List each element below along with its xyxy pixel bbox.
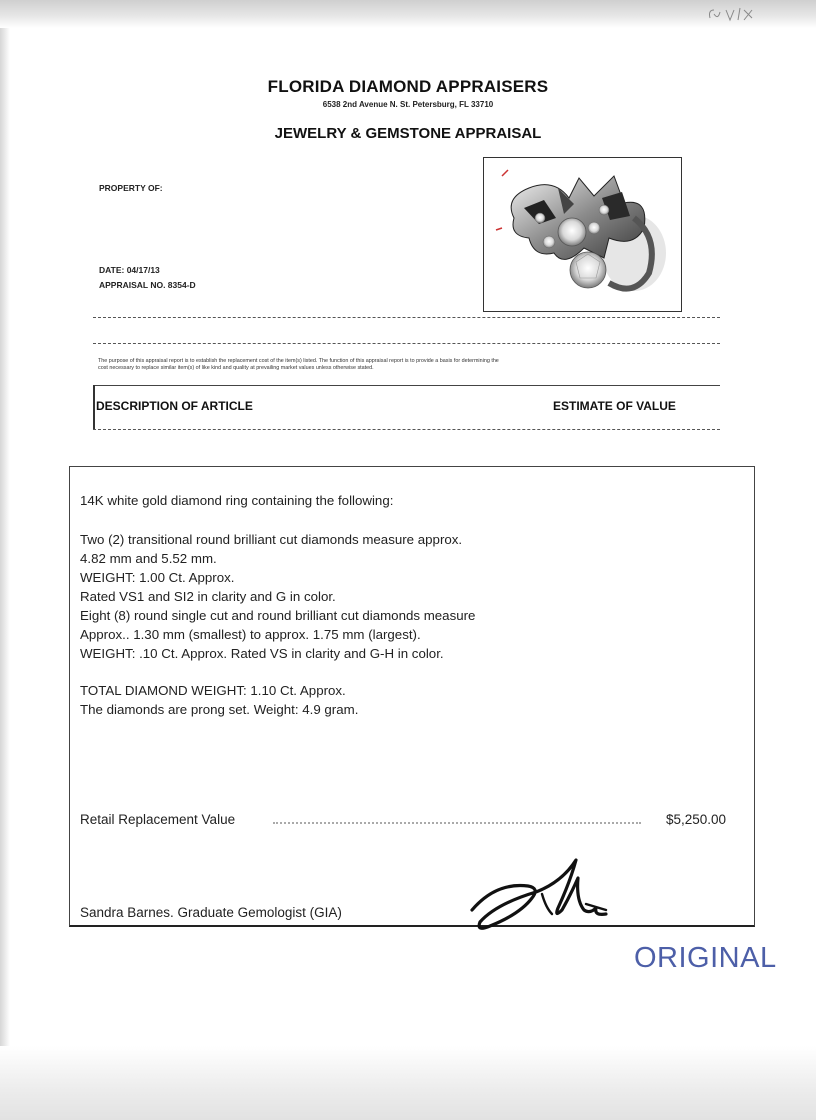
- description-line: Rated VS1 and SI2 in clarity and G in color.: [80, 589, 336, 604]
- dot-leader: [273, 822, 641, 826]
- company-address: 6538 2nd Avenue N. St. Petersburg, FL 33710: [322, 100, 494, 109]
- retail-value-amount: $5,250.00: [665, 812, 726, 827]
- scan-shadow-bottom: [0, 1046, 816, 1120]
- handwritten-mark: [706, 4, 766, 24]
- estimate-column-header: ESTIMATE OF VALUE: [553, 399, 676, 413]
- description-line: Eight (8) round single cut and round brilliant cut diamonds measure: [80, 608, 476, 623]
- disclaimer-line: cost necessary to replace similar item(s) of like kind and quality at prevailing market values unless otherwise stated.: [98, 365, 374, 371]
- disclaimer: [98, 358, 710, 372]
- document-title: JEWELRY & GEMSTONE APPRAISAL: [274, 125, 542, 142]
- setting-and-weight: The diamonds are prong set. Weight: 4.9 gram.: [80, 702, 359, 717]
- original-stamp: ORIGINAL: [634, 942, 777, 974]
- description-line: Approx.. 1.30 mm (smallest) to approx. 1.75 mm (largest).: [80, 627, 421, 642]
- description-column-header: DESCRIPTION OF ARTICLE: [96, 399, 253, 413]
- rule-divider: [93, 317, 720, 318]
- description-line: WEIGHT: 1.00 Ct. Approx.: [80, 570, 235, 585]
- retail-value-label: Retail Replacement Value: [80, 812, 236, 827]
- company-name: FLORIDA DIAMOND APPRAISERS: [267, 77, 549, 96]
- description-intro: 14K white gold diamond ring containing the following:: [80, 493, 394, 508]
- scan-shadow-left: [0, 28, 10, 1088]
- disclaimer-line: The purpose of this appraisal report is to establish the replacement cost of the item(s) listed. The function of this appraisal report is to provide a basis for determining the: [98, 358, 499, 364]
- description-line: WEIGHT: .10 Ct. Approx. Rated VS in clarity and G-H in color.: [80, 646, 444, 661]
- scan-shadow-top: [0, 0, 816, 28]
- appraisal-number: APPRAISAL NO. 8354-D: [99, 280, 196, 290]
- ring-photo: [483, 157, 682, 312]
- appraiser-name: Sandra Barnes. Graduate Gemologist (GIA): [80, 905, 342, 920]
- date-line: DATE: 04/17/13: [99, 265, 160, 275]
- property-of-label: PROPERTY OF:: [99, 183, 163, 193]
- rule-divider: [93, 429, 720, 430]
- retail-replacement-row: [80, 812, 728, 832]
- total-diamond-weight: TOTAL DIAMOND WEIGHT: 1.10 Ct. Approx.: [80, 683, 346, 698]
- description-line: Two (2) transitional round brilliant cut diamonds measure approx.: [80, 532, 463, 547]
- letterhead: [0, 77, 816, 109]
- rule-divider: [93, 343, 720, 344]
- appraiser-signature: [466, 852, 614, 934]
- description-line: 4.82 mm and 5.52 mm.: [80, 551, 217, 566]
